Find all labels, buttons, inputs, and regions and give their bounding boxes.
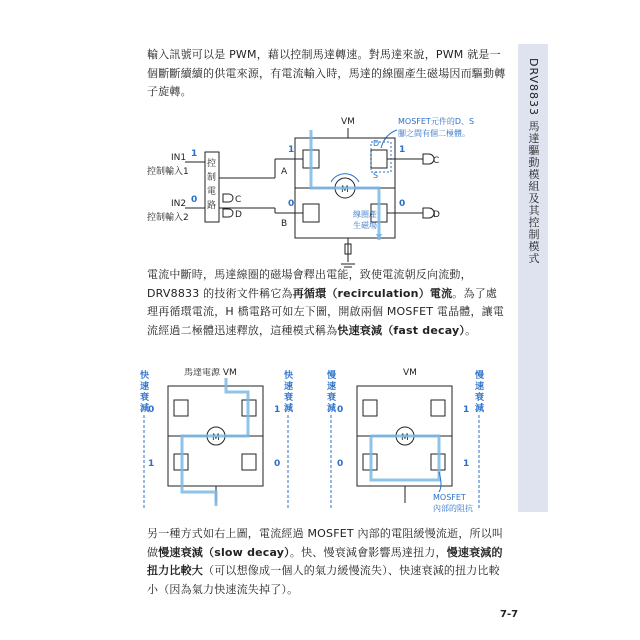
- d-label: D: [433, 210, 440, 220]
- svg-text:慢: 慢: [327, 371, 337, 381]
- svg-text:制: 制: [207, 173, 217, 183]
- svg-text:速: 速: [284, 382, 294, 392]
- svg-text:電: 電: [207, 187, 217, 197]
- in2-note: 控制輸入2: [147, 213, 189, 223]
- a-label: A: [281, 167, 288, 177]
- c-bit: 1: [399, 145, 406, 155]
- slow-bit-tr: 1: [463, 405, 470, 415]
- fast-decay-title: 馬達電源 VM: [184, 368, 237, 378]
- in1-value: 1: [191, 149, 198, 159]
- page-number: 7-7: [500, 609, 519, 620]
- svg-text:減: 減: [140, 404, 150, 414]
- motor-label: M: [341, 185, 349, 195]
- b-bit: 0: [288, 199, 295, 209]
- paragraph-slow-decay: 另一種方式如右上圖，電流經過 MOSFET 內部的電阻緩慢流逝，所以叫做慢速衰減（slow decay）。快、慢衰減會影響馬達扭力，慢速衰減的扭力比較大（可以想像成一個人的氣力緩慢流失）、快速衰減的扭力比較小（因為氣力快速流失掉了）。: [147, 527, 504, 596]
- svg-text:慢: 慢: [475, 371, 485, 381]
- svg-text:衰: 衰: [284, 393, 294, 403]
- b-label: B: [281, 219, 288, 229]
- slow-bit-tl: 0: [337, 405, 344, 415]
- a-bit: 1: [288, 145, 295, 155]
- in2-label: IN2: [171, 199, 187, 209]
- fast-bit-tl: 0: [148, 405, 155, 415]
- svg-text:路: 路: [207, 201, 217, 211]
- svg-text:快: 快: [284, 371, 294, 381]
- ctrl-d-label: D: [235, 210, 242, 220]
- slow-bit-bl: 0: [337, 459, 344, 469]
- note-mosfet-line2: 腳之間有個二極體。: [398, 129, 470, 138]
- slow-note-line1: MOSFET: [433, 493, 466, 502]
- note-mosfet-line1: MOSFET元件的D、S: [398, 117, 475, 126]
- ctrl-c-label: C: [235, 195, 242, 205]
- paragraph-pwm: 輸入訊號可以是 PWM，藉以控制馬達轉速。對馬達來說，PWM 就是一個斷斷續續的供電來源，有電流輸入時，馬達的線圈產生磁場因而驅動轉子旋轉。: [147, 48, 506, 99]
- svg-text:減: 減: [475, 404, 485, 414]
- fast-decay-diagram: [138, 368, 298, 513]
- slow-note-line2: 內部的阻抗: [433, 504, 473, 513]
- in2-value: 0: [191, 195, 198, 205]
- d-pin-label: D: [373, 139, 380, 148]
- c-label: C: [433, 156, 440, 166]
- svg-text:M: M: [401, 433, 409, 443]
- note-coil-line2: 生磁場: [353, 221, 377, 230]
- vm-label: VM: [341, 117, 355, 127]
- paragraph-recirculation: 電流中斷時，馬達線圈的磁場會釋出電能，致使電流朝反向流動，DRV8833 的技術文件稱它為再循環（recirculation）電流。為了處理再循環電流，H 橋電路可如左下圖，開啟兩個 MOSFET 電晶體，讓電流經過二極體迅速釋放，這種模式稱為快速衰減（fast decay）。: [147, 268, 505, 337]
- svg-text:速: 速: [475, 382, 485, 392]
- svg-text:衰: 衰: [475, 393, 485, 403]
- slow-bit-br: 1: [463, 459, 470, 469]
- chapter-title: DRV8833 馬達驅動模組及其控制模式: [527, 58, 540, 265]
- fast-bit-bl: 1: [148, 459, 155, 469]
- fast-bit-br: 0: [274, 459, 281, 469]
- svg-text:速: 速: [140, 382, 150, 392]
- note-coil-line1: 線圈產: [353, 210, 377, 219]
- s-pin-label: S: [373, 171, 379, 180]
- svg-text:M: M: [212, 433, 220, 443]
- svg-text:減: 減: [284, 404, 294, 414]
- svg-text:衰: 衰: [140, 393, 150, 403]
- d-bit: 0: [399, 199, 406, 209]
- svg-text:快: 快: [140, 371, 150, 381]
- svg-text:控: 控: [207, 159, 217, 169]
- svg-text:衰: 衰: [327, 393, 337, 403]
- h-bridge-diagram: [145, 112, 475, 277]
- svg-text:減: 減: [327, 404, 337, 414]
- in1-label: IN1: [171, 153, 187, 163]
- svg-text:速: 速: [327, 382, 337, 392]
- slow-decay-diagram: [325, 368, 490, 513]
- slow-decay-title: VM: [403, 368, 417, 378]
- in1-note: 控制輸入1: [147, 167, 189, 177]
- fast-bit-tr: 1: [274, 405, 281, 415]
